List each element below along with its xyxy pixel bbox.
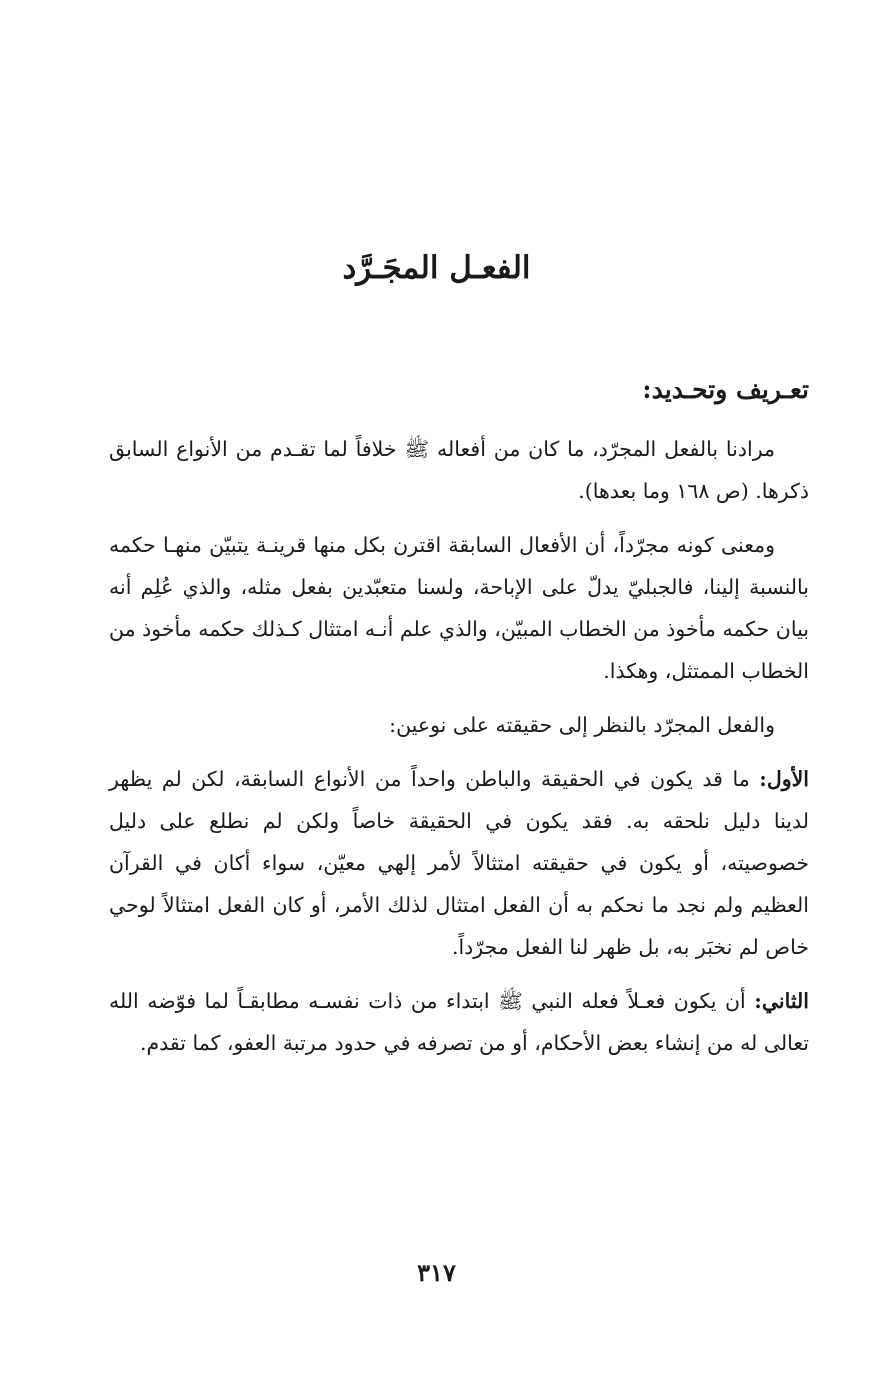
- body-text: [109, 428, 809, 1076]
- paragraph-first-type: [109, 758, 809, 968]
- paragraph-text: ومعنى كونه مجرّداً، أن الأفعال السابقة اقترن بكل منها قرينـة يتبيّن منهـا حكمه بالنسبة إلينا، فالجبليّ يدلّ على الإباحة، ولسنا متعبّدين بفعل مثله، والذي عُلِم أنه بيان حكمه مأخوذ من الخطاب المبيّن، والذي علم أنـه امتثال كـذلك حكمه مأخوذ من الخطاب الممتثل، وهكذا.: [109, 533, 809, 683]
- paragraph-text: والفعل المجرّد بالنظر إلى حقيقته على نوعين:: [389, 713, 775, 737]
- paragraph-second-type: [109, 980, 809, 1064]
- paragraph-lead: الثاني:: [754, 989, 809, 1013]
- paragraph-lead: الأول:: [759, 767, 809, 791]
- paragraph-text: ما قد يكون في الحقيقة والباطن واحداً من الأنواع السابقة، لكن لم يظهر لدينا دليل نلحقه به. فقد يكون في الحقيقة خاصاً ولكن لم نطلع على دليل خصوصيته، أو يكون في حقيقته امتثالاً لأمر إلهي معيّن، سواء أكان في القرآن العظيم ولم نجد ما نحكم به أن الفعل امتثال لذلك الأمر، أو كان الفعل امتثالاً لوحي خاص لم نخبَر به، بل ظهر لنا الفعل مجرّداً.: [109, 767, 809, 959]
- chapter-title: الفعـل المجَـرَّد: [342, 250, 531, 286]
- paragraph-text: أن يكون فعـلاً فعله النبي ﷺ ابتداء من ذات نفسـه مطابقـاً لما فوّضه الله تعالى له من إنشاء بعض الأحكام، أو من تصرفه في حدود مرتبة العفو، كما تقدم.: [109, 989, 809, 1055]
- paragraph-text: مرادنا بالفعل المجرّد، ما كان من أفعاله ﷺ خلافاً لما تقـدم من الأنواع السابق ذكرها. (ص ١٦٨ وما بعدها).: [109, 437, 809, 503]
- paragraph-definition: [109, 428, 809, 512]
- page-number: ٣١٧: [417, 1258, 456, 1287]
- paragraph-meaning: [109, 524, 809, 692]
- paragraph-types-intro: [109, 704, 809, 746]
- section-heading: تعـريف وتحـديد:: [642, 375, 809, 404]
